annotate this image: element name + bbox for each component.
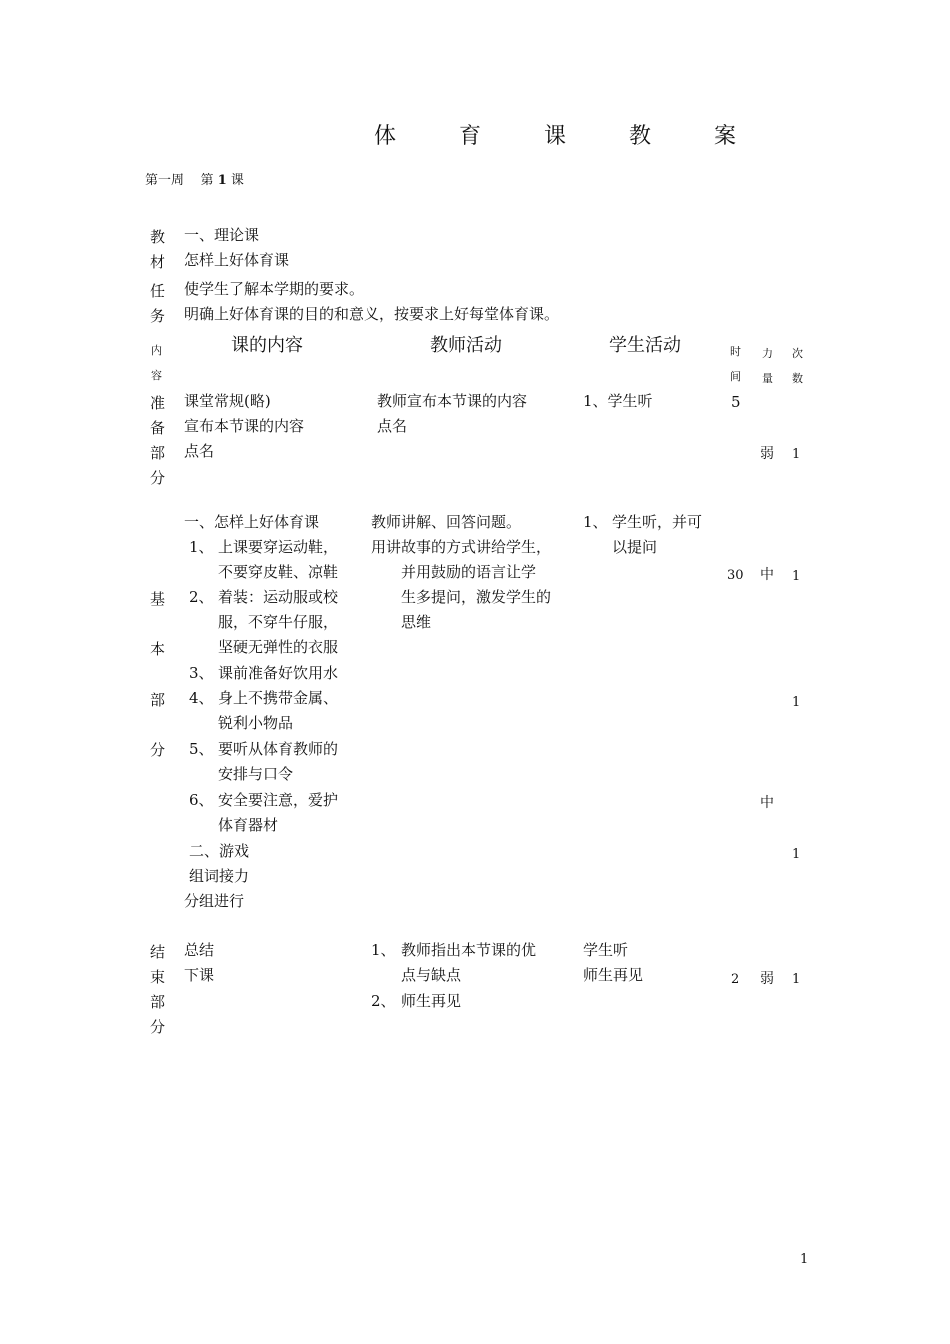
basic-item-3-num: 3、	[189, 664, 214, 682]
end-count: 1	[792, 972, 801, 987]
page-title: 体 育 课 教 案	[374, 124, 764, 149]
jiaocai-label-1: 教	[150, 228, 166, 246]
basic-game-1: 组词接力	[189, 867, 250, 885]
prep-label-2: 备	[150, 419, 166, 437]
basic-item-1-line-1: 上课要穿运动鞋，	[218, 538, 339, 556]
end-label-2: 束	[150, 968, 166, 986]
basic-item-3-line-1: 课前准备好饮用水	[218, 664, 339, 682]
basic-item-6-line-1: 安全要注意，爱护	[218, 791, 339, 809]
basic-item-1-num: 1、	[189, 538, 214, 556]
basic-intensity-1: 中	[760, 567, 774, 583]
basic-teacher-4: 生多提问，激发学生的	[401, 588, 552, 606]
renwu-line-1: 使学生了解本学期的要求。	[184, 280, 365, 298]
basic-item-2-num: 2、	[189, 588, 214, 606]
prep-student: 1、学生听	[583, 392, 653, 410]
prep-teacher-1: 教师宣布本节课的内容	[377, 392, 528, 410]
end-time: 2	[731, 972, 740, 987]
header-count-2: 数	[792, 372, 803, 385]
header-teacher-activity: 教师活动	[430, 335, 502, 356]
header-intensity-2: 量	[762, 372, 773, 385]
renwu-line-2: 明确上好体育课的目的和意义，按要求上好每堂体育课。	[184, 305, 560, 323]
header-time-1: 时	[730, 345, 741, 358]
lesson-number: 1	[217, 173, 227, 188]
prep-content-3: 点名	[184, 442, 215, 460]
end-label-1: 结	[150, 943, 166, 961]
basic-count-2: 1	[792, 695, 801, 710]
basic-heading-2: 二、游戏	[189, 842, 250, 860]
prep-label-1: 准	[150, 394, 166, 412]
prep-content-2: 宣布本节课的内容	[184, 417, 305, 435]
end-content-2: 下课	[184, 966, 215, 984]
basic-item-5-num: 5、	[189, 740, 214, 758]
basic-teacher-3: 并用鼓励的语言让学	[401, 563, 537, 581]
end-teacher-2-num: 2、	[371, 992, 396, 1010]
basic-student-num: 1、	[583, 513, 608, 531]
header-intensity-1: 力	[762, 347, 773, 360]
prep-label-4: 分	[150, 469, 166, 487]
basic-label-1: 基	[150, 590, 166, 608]
end-student-1: 学生听	[583, 941, 629, 959]
basic-item-2-line-2: 服，不穿牛仔服，	[218, 613, 339, 631]
basic-teacher-1: 教师讲解、回答问题。	[371, 513, 522, 531]
basic-label-4: 分	[150, 741, 166, 759]
basic-item-6-num: 6、	[189, 791, 214, 809]
basic-item-2-line-1: 着装：运动服或校	[218, 588, 339, 606]
jiaocai-label-2: 材	[150, 253, 166, 271]
header-count-1: 次	[792, 347, 803, 360]
basic-item-5-line-1: 要听从体育教师的	[218, 740, 339, 758]
renwu-label-1: 任	[150, 282, 166, 300]
end-content-1: 总结	[184, 941, 215, 959]
basic-count-3: 1	[792, 847, 801, 862]
prep-teacher-2: 点名	[377, 417, 408, 435]
basic-item-1-line-2: 不要穿皮鞋、凉鞋	[218, 563, 339, 581]
basic-count-1: 1	[792, 569, 801, 584]
end-teacher-1-line-2: 点与缺点	[401, 966, 462, 984]
prep-intensity: 弱	[760, 446, 774, 462]
week-lesson	[145, 174, 244, 187]
basic-item-4-num: 4、	[189, 689, 214, 707]
basic-teacher-2: 用讲故事的方式讲给学生，	[371, 538, 552, 556]
prep-count: 1	[792, 447, 801, 462]
end-label-4: 分	[150, 1018, 166, 1036]
header-student-activity: 学生活动	[609, 335, 681, 356]
basic-item-6-line-2: 体育器材	[218, 816, 279, 834]
basic-heading-1: 一、怎样上好体育课	[184, 513, 320, 531]
end-teacher-2-line-1: 师生再见	[401, 992, 462, 1010]
header-lesson-content: 课的内容	[231, 335, 303, 356]
prep-time: 5	[731, 393, 741, 411]
lesson-suffix: 课	[230, 173, 244, 188]
jiaocai-line-1: 一、理论课	[184, 226, 260, 244]
page-number: 1	[800, 1252, 809, 1267]
basic-label-2: 本	[150, 640, 166, 658]
header-time-2: 间	[730, 370, 741, 383]
basic-item-5-line-2: 安排与口令	[218, 765, 294, 783]
renwu-label-2: 务	[150, 307, 166, 325]
basic-teacher-5: 思维	[401, 613, 432, 631]
end-student-2: 师生再见	[583, 966, 644, 984]
basic-game-2: 分组进行	[184, 892, 245, 910]
end-label-3: 部	[150, 993, 166, 1011]
end-intensity: 弱	[760, 971, 774, 987]
basic-item-4-line-1: 身上不携带金属、	[218, 689, 339, 707]
jiaocai-line-2: 怎样上好体育课	[184, 251, 290, 269]
lesson-prefix: 第	[200, 173, 214, 188]
basic-student-line-1: 学生听，并可	[612, 513, 703, 531]
basic-item-2-line-3: 坚硬无弹性的衣服	[218, 638, 339, 656]
end-teacher-1-num: 1、	[371, 941, 396, 959]
basic-time: 30	[727, 568, 744, 583]
basic-label-3: 部	[150, 691, 166, 709]
end-teacher-1-line-1: 教师指出本节课的优	[401, 941, 537, 959]
prep-label-3: 部	[150, 444, 166, 462]
header-content-label-2: 容	[151, 369, 162, 382]
basic-item-4-line-2: 锐利小物品	[218, 714, 294, 732]
basic-intensity-2: 中	[760, 795, 774, 811]
header-content-label-1: 内	[151, 344, 162, 357]
basic-student-line-2: 以提问	[612, 538, 658, 556]
week-label: 第一周	[145, 173, 185, 188]
prep-content-1: 课堂常规(略)	[184, 392, 271, 410]
